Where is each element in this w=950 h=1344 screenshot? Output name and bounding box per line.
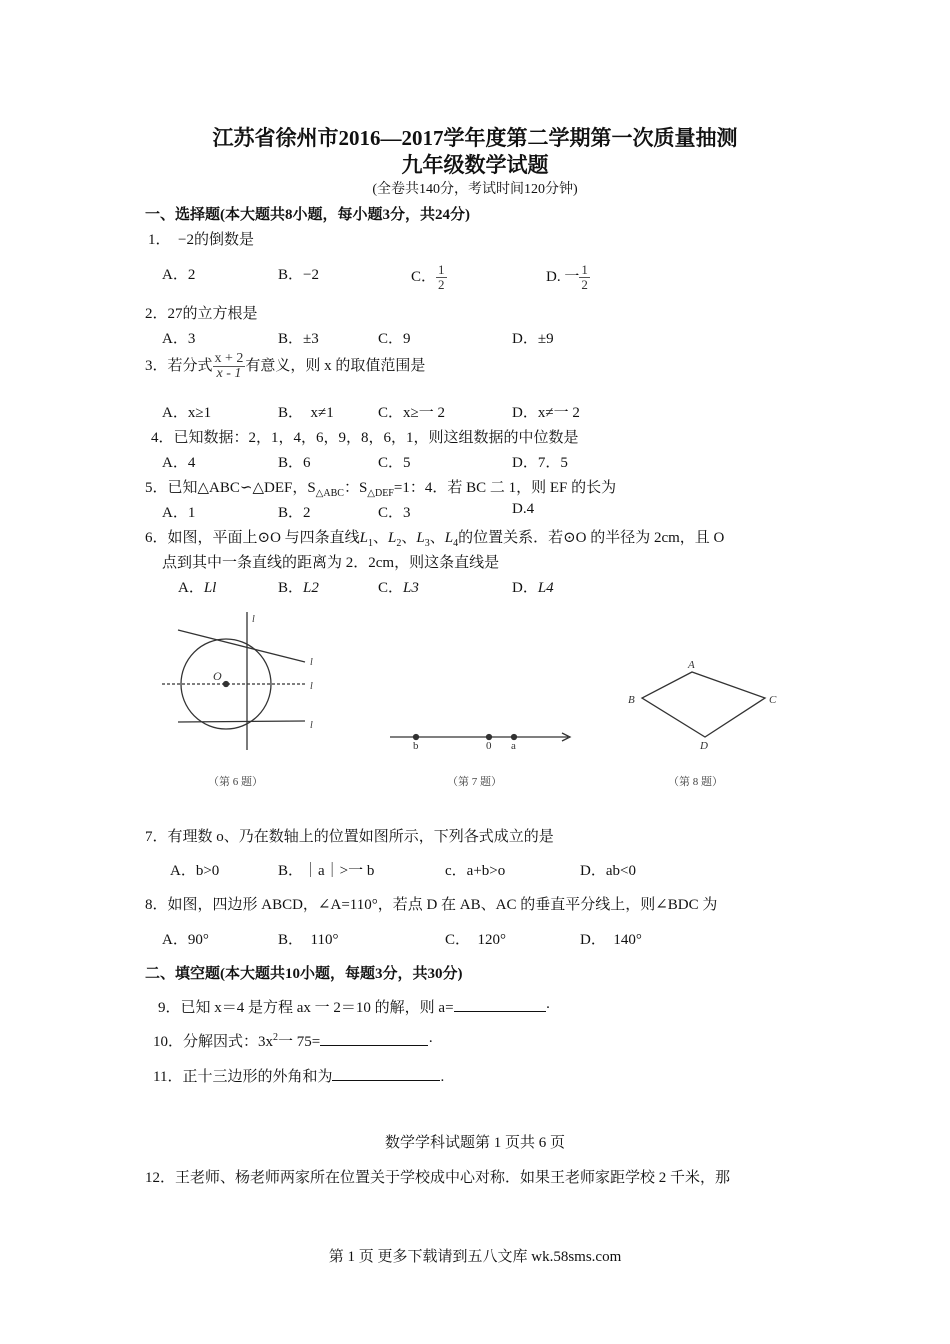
- fig8-label-c: C: [769, 694, 777, 706]
- fig6-label-l3: l: [310, 720, 313, 731]
- section1-heading: 一、选择题(本大题共8小题，每小题3分，共24分): [145, 207, 470, 223]
- q6-option-a: A．Ll: [178, 580, 217, 596]
- q5-option-b: B．2: [278, 505, 311, 521]
- q8-option-d: D． 140°: [580, 932, 642, 948]
- q4-option-c: C．5: [378, 455, 411, 471]
- q6-option-c: C．L3: [378, 580, 419, 596]
- fig8-label-b: B: [628, 694, 635, 706]
- q7-stem: 7．有理数 o、乃在数轴上的位置如图所示，下列各式成立的是: [145, 829, 554, 845]
- fig6-label-l4: l: [310, 657, 313, 668]
- q11-answer-blank[interactable]: [332, 1066, 440, 1081]
- fig6-label-l2: l: [252, 614, 255, 625]
- fig7-label-a: a: [511, 740, 516, 752]
- q8-option-c: C． 120°: [445, 932, 507, 948]
- q2-option-c: C．9: [378, 331, 411, 347]
- q11-stem: 11．正十三边形的外角和为 .: [153, 1065, 444, 1086]
- q2-option-b: B．±3: [278, 331, 319, 347]
- q5-option-a: A．1: [162, 505, 196, 521]
- q1-option-b: B．−2: [278, 267, 319, 283]
- fig7-label-0: 0: [486, 740, 492, 752]
- q3-option-a: A．x≥1: [162, 405, 212, 421]
- q3-option-c: C．x≥一 2: [378, 405, 445, 421]
- q2-option-a: A．3: [162, 331, 196, 347]
- fig6-label-o: O: [213, 669, 222, 683]
- q3-fraction: $\frac{x + 2}{x - 1}$: [214, 351, 244, 381]
- exam-title-line2: 九年级数学试题: [401, 153, 549, 177]
- q10-answer-blank[interactable]: [320, 1031, 428, 1046]
- q9-stem: 9．已知 x＝4 是方程 ax 一 2＝10 的解，则 a= ·: [158, 996, 551, 1017]
- q2-option-d: D．±9: [512, 331, 554, 347]
- q1-option-d: D. 一 $\frac{1}{2}$: [546, 262, 588, 292]
- q8-option-a: A．90°: [162, 932, 209, 948]
- q6-option-d: D．L4: [512, 580, 554, 596]
- q9-answer-blank[interactable]: [454, 997, 546, 1012]
- figure-6: [162, 612, 305, 750]
- fig7-point-a: [512, 735, 517, 740]
- fig6-center-dot: [224, 682, 229, 687]
- q5-stem: 5．已知△ABC∽△DEF，$S_{\triangle ABC}$：$S_{\triangle DEF}=1$：4．若 BC 二 1，则 EF 的长为: [145, 480, 617, 499]
- q6-stem: 6．如图，平面上⊙O 与四条直线$L_1$、$L_2$、$L_3$、$L_4$的位置关系．若⊙O 的半径为 2cm，且 O: [145, 530, 725, 549]
- q4-option-b: B．6: [278, 455, 311, 471]
- q10-stem: 10．分解因式：$3x^2$一 75= ·: [153, 1032, 434, 1050]
- q7-option-d: D．ab<0: [580, 863, 636, 879]
- fig6-line-l4: [178, 630, 305, 662]
- q2-stem: 2．27的立方根是: [145, 306, 258, 322]
- q3-option-b: B． x≠1: [278, 405, 334, 421]
- q1-option-a: A．2: [162, 267, 196, 283]
- q1-stem: 1． −2的倒数是: [148, 232, 254, 248]
- fig7-point-0: [487, 735, 492, 740]
- q6-option-b: B．L2: [278, 580, 319, 596]
- q1-fraction-c: $\frac{1}{2}$: [438, 262, 445, 292]
- q8-stem: 8．如图，四边形 ABCD，∠A=110°，若点 D 在 AB、AC 的垂直平分线上，则∠BDC 为: [145, 897, 718, 913]
- q1-fraction-d: $\frac{1}{2}$: [581, 262, 588, 292]
- fig8-label-a: A: [688, 659, 695, 671]
- page-footer: 数学学科试题第 1 页共 6 页: [384, 1135, 565, 1151]
- q7-option-c: c．a+b>o: [445, 863, 506, 879]
- figure-8: [642, 672, 765, 737]
- fig6-line-l3: [178, 721, 305, 722]
- q4-option-a: A．4: [162, 455, 196, 471]
- fig8-quadrilateral: [642, 672, 765, 737]
- q3-option-d: D．x≠一 2: [512, 405, 580, 421]
- figures-area: [0, 600, 950, 800]
- q4-option-d: D．7．5: [512, 455, 568, 471]
- q5-option-d: D.4: [512, 501, 535, 517]
- q12-stem: 12．王老师、杨老师两家所在位置关于学校成中心对称．如果王老师家距学校 2 千米，那: [145, 1170, 731, 1186]
- q8-option-b: B． 110°: [278, 932, 339, 948]
- fig8-label-d: D: [700, 740, 708, 752]
- q7-option-a: A．b>0: [170, 863, 220, 879]
- exam-title-line1: 江苏省徐州市2016—2017学年度第二学期第一次质量抽测: [212, 126, 738, 150]
- fig6-label-l1: l: [310, 681, 313, 692]
- fig7-label-b: b: [413, 740, 419, 752]
- q1-option-c: C． $\frac{1}{2}$: [411, 262, 445, 292]
- fig6-caption: （第 6 题）: [208, 776, 263, 788]
- q5-option-c: C．3: [378, 505, 411, 521]
- download-footer: 第 1 页 更多下载请到五八文库 wk.58sms.com: [328, 1249, 622, 1265]
- exam-note: (全卷共140分，考试时间120分钟): [372, 182, 578, 197]
- section2-heading: 二、填空题(本大题共10小题，每题3分，共30分): [145, 966, 463, 982]
- q4-stem: 4．已知数据：2，1，4，6，9，8，6，1，则这组数据的中位数是: [151, 430, 579, 446]
- q6-stem-line2: 点到其中一条直线的距离为 2．2cm，则这条直线是: [162, 555, 500, 571]
- q3-stem: 3．若分式 $\frac{x + 2}{x - 1}$ 有意义，则 x 的取值范围是: [145, 351, 426, 381]
- q7-option-b: B．｜a｜>一 b: [278, 863, 375, 879]
- fig7-point-b: [414, 735, 419, 740]
- fig7-caption: （第 7 题）: [447, 776, 502, 788]
- fig8-caption: （第 8 题）: [668, 776, 723, 788]
